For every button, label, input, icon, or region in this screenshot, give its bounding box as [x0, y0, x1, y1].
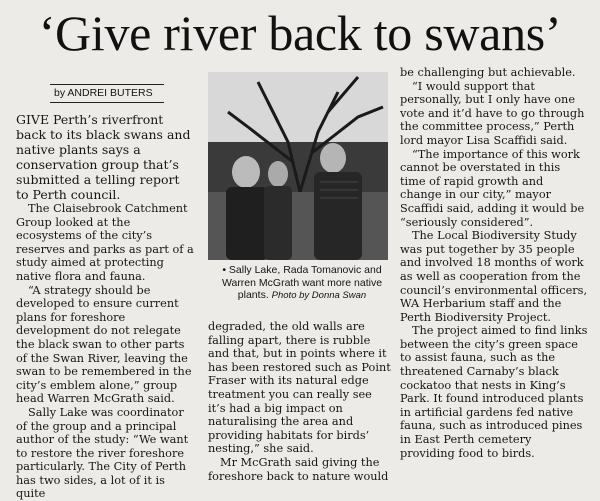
paragraph: Sally Lake was coordinator of the group and a principal author of the study: “We want to restore the river foreshore particularly. The City of Perth has two sides, a lot of it is quite — [16, 405, 189, 501]
column-2 — [208, 320, 391, 483]
paragraph: Mr McGrath said giving the foreshore back to nature would — [208, 455, 389, 483]
paragraph: The Claisebrook Catchment Group looked at the ecosystems of the city’s reserves and parks as part of a study aimed at protecting native flora and fauna. — [16, 202, 194, 283]
article-photo — [208, 72, 388, 260]
photo-credit: Photo by Donna Swan — [271, 290, 367, 301]
paragraph: The project aimed to find links between the city’s green space to assist fauna, such as the threatened Carnaby’s black cockatoo that nests in King’s Park. It found introduced plants in artificial gardens fed native fauna, such as introduced pines in East Perth cemetery providing food to birds. — [400, 324, 588, 460]
photo-illustration — [208, 72, 388, 260]
caption-text: • Sally Lake, Rada Tomanovic and Warren McGrath want more native plants. — [221, 264, 383, 301]
column-3 — [400, 66, 588, 460]
paragraph: “I would support that personally, but I only have one vote and it’d have to go through the committee process,” Perth lord mayor Lisa Scaffidi said. — [400, 79, 585, 147]
byline: by ANDREI BUTERS — [50, 84, 164, 103]
paragraph: GIVE Perth’s riverfront back to its black swans and native plants says a conservation group that’s submitted a telling report to Perth council. — [16, 112, 191, 202]
photo-caption — [214, 264, 390, 303]
paragraph: “The importance of this work cannot be overstated in this time of rapid growth and change in our city,” mayor Scaffidi said, adding it would be “seriously considered”. — [400, 147, 585, 229]
paragraph: be challenging but achievable. — [400, 66, 576, 79]
paragraph: degraded, the old walls are falling apart, there is rubble and that, but in points where it has been restored such as Point Fraser with its natural edge treatment you can really see it’s had a big impact on naturalising the area and providing habitats for birds’ nesting,” she said. — [208, 320, 391, 456]
column-1 — [16, 112, 196, 501]
headline: ‘Give river back to swans’ — [38, 5, 562, 61]
paragraph: The Local Biodiversity Study was put together by 35 people and involved 18 months of work as well as cooperation from the council’s environmental officers, WA Herbarium staff and the Perth Biodiversity Project. — [400, 229, 588, 324]
paragraph: “A strategy should be developed to ensure current plans for foreshore development do not relegate the black swan to other parts of the Swan River, leaving the swan to be remembered in the city’s emblem alone,” group head Warren McGrath said. — [16, 283, 192, 406]
